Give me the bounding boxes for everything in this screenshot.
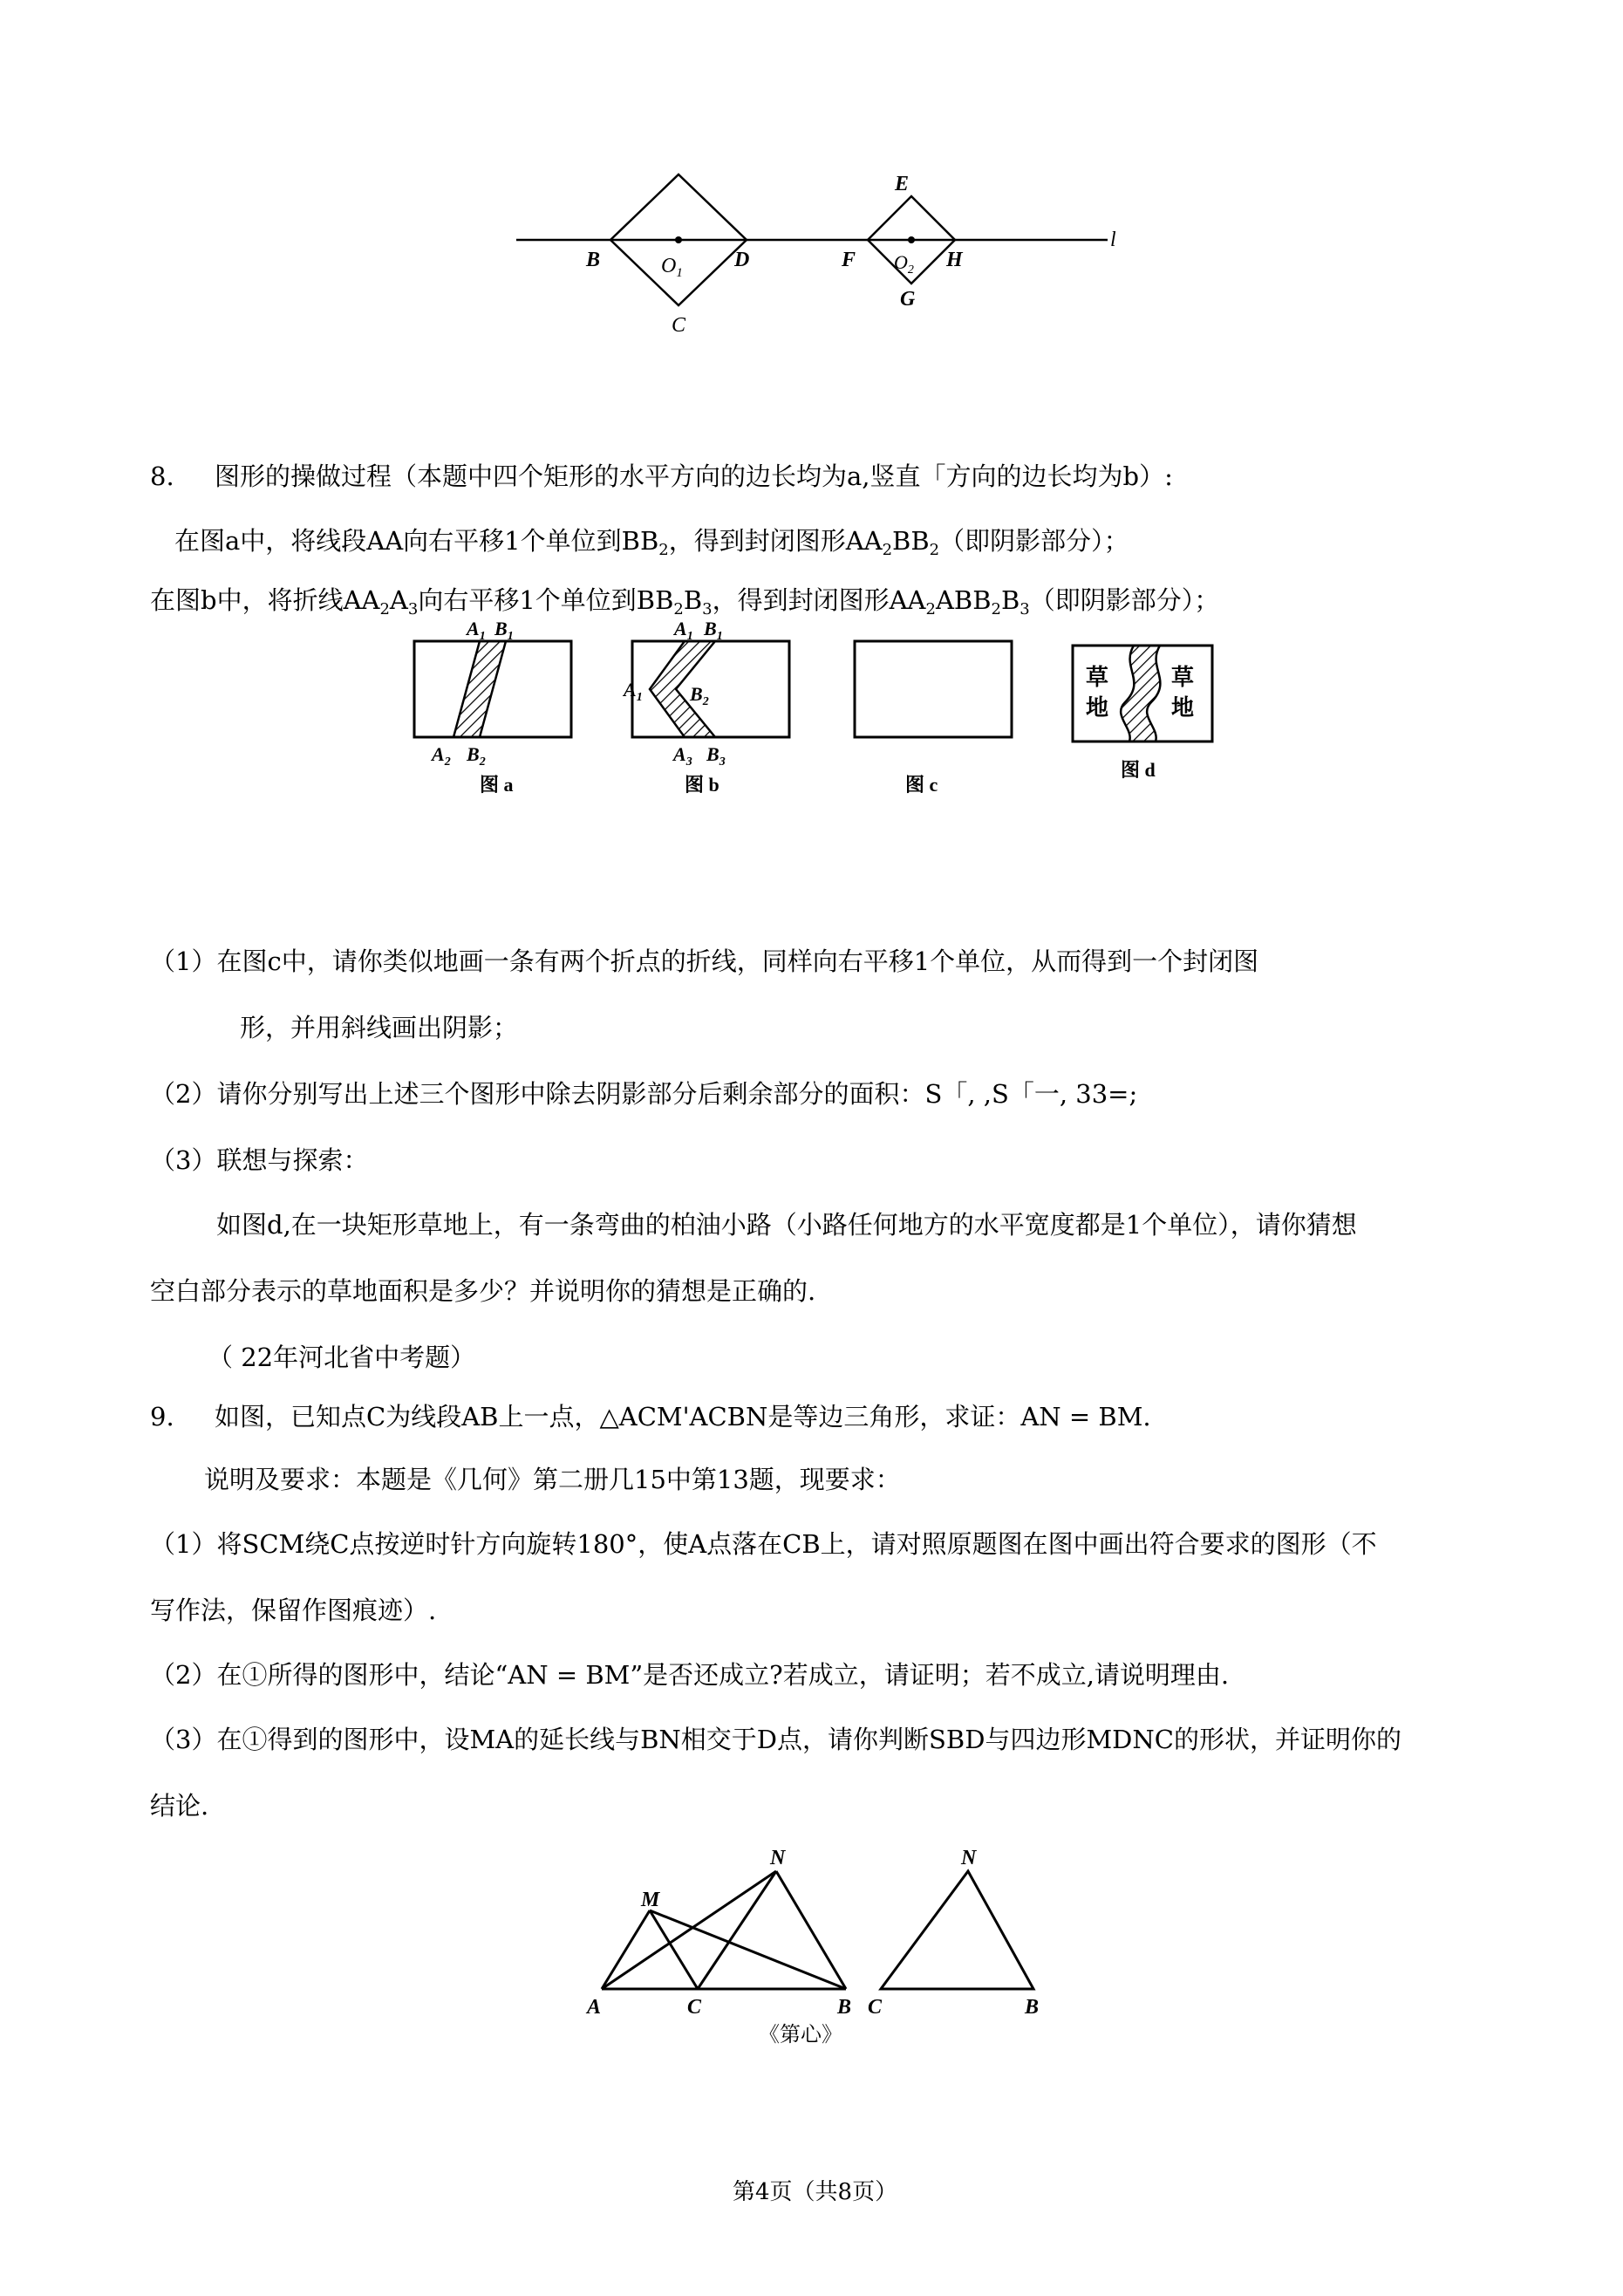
q9-figure: [580, 1845, 1068, 2046]
point-o1: [675, 236, 682, 243]
svg-text:B1: $B_1$: [704, 618, 723, 643]
q9-intro: 如图，已知点C为线段AB上一点，△ACM'ACBN是等边三角形，求证：AN = BM.: [215, 1402, 1151, 1432]
svg-text:A1: $A_1$: [624, 679, 643, 704]
label-g: G: [900, 288, 916, 311]
q8-figures: [397, 611, 1234, 811]
svg-text:A: A: [587, 1996, 602, 2019]
figure-d: [1073, 646, 1212, 781]
svg-text:A2: $A_2$: [432, 743, 451, 769]
svg-text:N: N: [961, 1847, 977, 1869]
svg-text:N: N: [770, 1847, 786, 1869]
q9-part1-a: （1）将SCM绕C点按逆时针方向旋转180°，使A点落在CB上，请对照原题图在图中画出符合要求的图形（不: [150, 1529, 1377, 1559]
figure-a: [414, 618, 571, 796]
caption-d: 图 d: [1121, 759, 1156, 781]
caption-b: 图 b: [685, 774, 719, 796]
q8-part3-a: 如图d,在一块矩形草地上，有一条弯曲的柏油小路（小路任何地方的水平宽度都是1个单位），请你猜想: [216, 1210, 1357, 1240]
svg-text:M: M: [641, 1889, 660, 1911]
q8-source: （ 22年河北省中考题）: [208, 1343, 476, 1372]
q9-part3-a: （3）在①得到的图形中，设MA的延长线与BN相交于D点，请你判断SBD与四边形MDNC的形状，并证明你的: [150, 1725, 1401, 1754]
q8-part3: （3）联想与探索：: [150, 1145, 369, 1175]
caption-a: 图 a: [480, 774, 514, 796]
label-o1: $O_1$: [661, 255, 683, 280]
fig-b-shaded: [650, 641, 715, 737]
point-o2: [908, 236, 915, 243]
q8-part1-a: （1）在图c中，请你类似地画一条有两个折点的折线，同样向右平移1个单位，从而得到一个封闭图: [150, 946, 1259, 976]
q8-part1-b: 形，并用斜线画出阴影；: [240, 1013, 519, 1042]
q9-part2: （2）在①所得的图形中，结论“AN = BM”是否还成立?若成立，请证明；若不成立,请说明理由.: [150, 1660, 1230, 1690]
label-o2: $O_2$: [894, 251, 914, 277]
q8-line-b: 在图b中，将折线$AA_2A_3$向右平移1个单位到$BB_2B_3$，得到封闭图形$AA_2ABB_2B_3$（即阴影部分）；: [150, 585, 1220, 618]
svg-text:A1: $A_1$: [674, 618, 693, 643]
page-footer: 第4页（共8页）: [733, 2179, 898, 2205]
label-e: E: [895, 173, 910, 195]
label-d: D: [734, 249, 750, 271]
svg-text:C: C: [868, 1996, 883, 2019]
q8-part2: （2）请你分别写出上述三个图形中除去阴影部分后剩余部分的面积：S「, ,S「一, 33=;: [150, 1079, 1138, 1109]
svg-text:草: 草: [1086, 665, 1109, 690]
label-l: l: [1110, 229, 1116, 251]
svg-text:地: 地: [1086, 695, 1109, 721]
svg-text:A3: $A_3$: [673, 743, 692, 769]
top-figure: [506, 166, 1134, 349]
svg-text:B: B: [837, 1996, 852, 2019]
figure-c: [855, 641, 1012, 796]
svg-text:B2: $B_2$: [690, 683, 709, 708]
svg-text:地: 地: [1171, 695, 1195, 721]
q8-line-a: 在图a中，将线段AA向右平移1个单位到$BB_2$，得到封闭图形$AA_2BB_2$（即阴影部分）；: [174, 526, 1129, 559]
svg-text:B1: $B_1$: [494, 618, 514, 643]
q9-triangle-cbn: [881, 1871, 1033, 1989]
svg-text:C: C: [687, 1996, 702, 2019]
q8-number: 8.: [150, 461, 174, 491]
svg-text:B: B: [1025, 1996, 1040, 2019]
q9-part1-b: 写作法，保留作图痕迹）.: [150, 1596, 437, 1625]
label-c: C: [672, 314, 686, 337]
q9-number: 9.: [150, 1402, 174, 1432]
q9-note: 说明及要求：本题是《几何》第二册几15中第13题，现要求：: [204, 1465, 901, 1494]
q8-part3-b: 空白部分表示的草地面积是多少？并说明你的猜想是正确的.: [150, 1276, 816, 1306]
figure-b: [622, 618, 789, 796]
label-h: H: [946, 249, 963, 271]
q9-part3-b: 结论.: [150, 1791, 209, 1821]
svg-text:B3: $B_3$: [706, 743, 726, 769]
svg-text:草: 草: [1171, 665, 1195, 690]
q9-original-figure: [602, 1871, 846, 1989]
label-f: F: [842, 249, 856, 271]
svg-text:A1: $A_1$: [467, 618, 486, 643]
fig-a-shaded: [453, 641, 506, 737]
q8-intro: 图形的操做过程（本题中四个矩形的水平方向的边长均为a,竖直「方向的边长均为b）:: [215, 461, 1173, 491]
caption-c: 图 c: [905, 774, 938, 796]
label-b: B: [586, 249, 601, 271]
fig-d-road: [1121, 646, 1160, 741]
q9-figure-caption: 《第心》: [759, 2024, 842, 2046]
svg-text:B2: $B_2$: [467, 743, 486, 769]
